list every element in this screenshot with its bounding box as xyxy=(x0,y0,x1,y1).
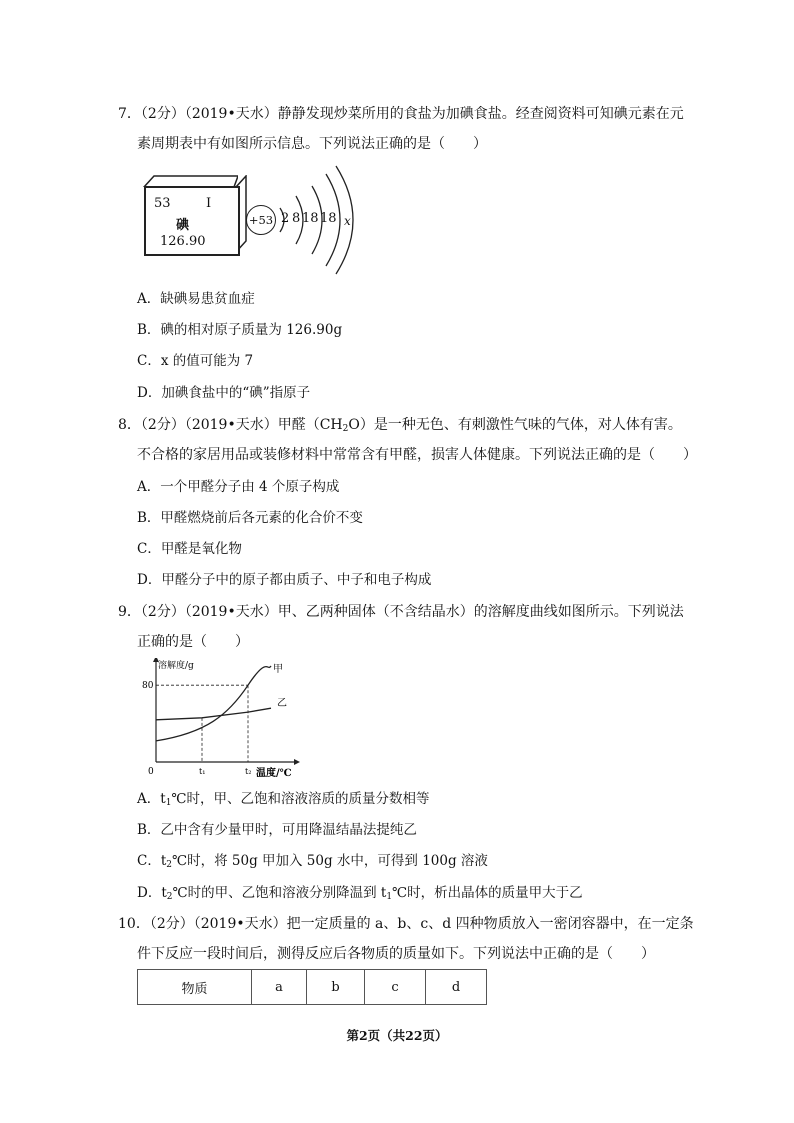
series-yi-label: 乙 xyxy=(277,698,287,710)
x-axis-label: 温度/℃ xyxy=(256,768,292,778)
q9-option-c-subscript: 2 xyxy=(166,860,172,870)
q9-option-a xyxy=(137,789,430,813)
origin-label: 0 xyxy=(148,767,154,777)
atom-nucleus: +53 xyxy=(246,205,276,235)
series-yi-line xyxy=(156,708,271,720)
solubility-chart xyxy=(130,658,300,778)
q9-option-b: B．乙中含有少量甲时，可用降温结晶法提纯乙 xyxy=(137,822,417,838)
table-header-cell: 物质 xyxy=(138,970,252,1005)
table-header-cell: a xyxy=(252,970,307,1005)
q8-option-c: C．甲醛是氧化物 xyxy=(137,541,242,557)
page-footer: 第2页（共22页） xyxy=(346,1028,448,1043)
shell-3-count: 18 xyxy=(302,211,319,226)
q9-option-c-part-2: ℃时，将 50g 甲加入 50g 水中，可得到 100g 溶液 xyxy=(172,853,488,869)
q7-option-a: A．缺碘易患贫血症 xyxy=(137,291,255,307)
q8-option-b: B．甲醛燃烧前后各元素的化合价不变 xyxy=(137,510,363,526)
q9-option-a-part-1: A．t xyxy=(137,791,166,807)
x-tick-label: t₁ xyxy=(199,767,206,776)
series-jia-label: 甲 xyxy=(273,664,283,675)
q9-stem-line-2: 正确的是（ ） xyxy=(137,634,249,650)
q9-option-a-subscript: 1 xyxy=(165,798,172,808)
q9-option-d-part-1: D．t xyxy=(137,885,167,901)
table-header-cell: d xyxy=(426,970,487,1005)
q8-stem-subscript: 2 xyxy=(342,424,349,434)
q9-stem-line-1: 9．（2分）（2019•天水）甲、乙两种固体（不含结晶水）的溶解度曲线如图所示。下列说法 xyxy=(118,604,684,620)
q8-stem-part-a: 8．（2分）（2019•天水）甲醛（CH xyxy=(118,417,343,433)
q8-stem-line-1 xyxy=(118,415,682,439)
series-jia-line xyxy=(156,666,271,741)
atomic-mass: 126.90 xyxy=(160,234,206,249)
q7-option-b: B．碘的相对原子质量为 126.90g xyxy=(137,322,343,338)
q9-option-a-part-2: ℃时，甲、乙饱和溶液溶质的质量分数相等 xyxy=(171,791,430,807)
q9-option-d xyxy=(137,883,583,907)
x-tick-label: t₂ xyxy=(245,767,252,776)
q7-stem-line-1: 7．（2分）（2019•天水）静静发现炒菜所用的食盐为加碘食盐。经查阅资料可知碘元素在元 xyxy=(118,106,684,122)
shell-1-count: 2 xyxy=(281,211,290,226)
element-card xyxy=(144,186,240,256)
q7-option-c: C．x 的值可能为 7 xyxy=(137,353,254,369)
q10-stem-line-1: 10．（2分）（2019•天水）把一定质量的 a、b、c、d 四种物质放入一密闭容器中，在一定条 xyxy=(118,916,694,932)
q8-option-d: D．甲醛分子中的原子都由质子、中子和电子构成 xyxy=(137,572,432,588)
q9-option-d-part-2: ℃时的甲、乙饱和溶液分别降温到 t xyxy=(172,885,387,901)
element-symbol: I xyxy=(206,196,212,211)
table-header-cell: b xyxy=(307,970,365,1005)
element-name: 碘 xyxy=(176,218,190,233)
q9-option-d-subscript-2: 1 xyxy=(386,892,393,902)
q9-option-d-subscript-1: 2 xyxy=(166,892,173,902)
q9-option-c-part-1: C．t xyxy=(137,853,167,869)
x-axis-arrow xyxy=(294,759,300,765)
mass-table xyxy=(137,969,487,1005)
atomic-number: 53 xyxy=(154,196,171,211)
q8-option-a: A．一个甲醛分子由 4 个原子构成 xyxy=(137,479,340,495)
y-tick-label: 80 xyxy=(142,681,154,692)
q9-option-c xyxy=(137,851,488,875)
q8-stem-part-b: O）是一种无色、有刺激性气味的气体，对人体有害。 xyxy=(348,417,682,433)
q7-option-d: D．加碘食盐中的“碘”指原子 xyxy=(137,385,311,401)
q9-option-d-part-3: ℃时，析出晶体的质量甲大于乙 xyxy=(392,885,583,901)
q7-stem-line-2: 素周期表中有如图所示信息。下列说法正确的是（ ） xyxy=(137,136,487,152)
q10-stem-line-2: 件下反应一段时间后，测得反应后各物质的质量如下。下列说法中正确的是（ ） xyxy=(137,946,655,962)
y-axis-label: 溶解度/g xyxy=(158,661,194,671)
table-row xyxy=(138,970,487,1005)
shell-2-count: 8 xyxy=(292,211,301,226)
q8-stem-line-2: 不合格的家居用品或装修材料中常常含有甲醛，损害人体健康。下列说法正确的是（ ） xyxy=(137,447,697,463)
table-header-cell: c xyxy=(365,970,426,1005)
shell-5-count: x xyxy=(344,214,351,228)
shell-4-count: 18 xyxy=(320,211,337,226)
